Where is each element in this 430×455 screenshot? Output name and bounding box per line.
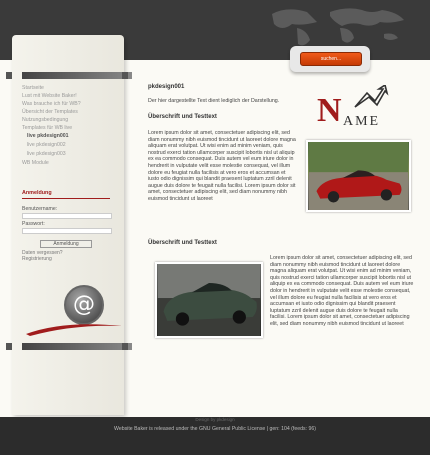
username-label: Benutzername:: [22, 206, 58, 212]
login-button[interactable]: Anmeldung: [40, 240, 92, 248]
search-button[interactable]: suchen...: [300, 52, 362, 66]
forgot-link[interactable]: Daten vergessen?: [22, 250, 63, 256]
sidebar-subitem-pkdesign001[interactable]: live pkdesign001: [27, 133, 69, 139]
sidebar-bar-square: [6, 72, 12, 79]
sidebar-item-templates[interactable]: Übersicht der Templates: [22, 109, 78, 115]
section1-title: Überschrift und Testtext: [148, 114, 217, 120]
green-car-image: [155, 262, 263, 338]
sidebar-item-was-brauche[interactable]: Was brauche ich für WB?: [22, 101, 81, 107]
world-map-graphic: [262, 4, 412, 50]
sidebar-subitem-pkdesign003[interactable]: live pkdesign003: [27, 151, 66, 157]
sidebar-bottom-bar: [22, 343, 132, 350]
password-field[interactable]: [22, 228, 112, 234]
sidebar-item-lust[interactable]: Lust mit Website Baker!: [22, 93, 77, 99]
page-title: pkdesign001: [148, 84, 185, 90]
footer-credit[interactable]: Design by pkdesign: [195, 417, 235, 422]
login-divider: [22, 198, 110, 199]
sidebar-item-startseite[interactable]: Startseite: [22, 85, 44, 91]
logo-letter-n: N: [317, 92, 342, 127]
intro-text: Der hier dargestellte Text dient lediglich der Darstellung.: [148, 98, 280, 104]
password-label: Passwort:: [22, 221, 45, 227]
sidebar-top-bar: [22, 72, 132, 79]
username-field[interactable]: [22, 213, 112, 219]
logo-letters-ame: AME: [343, 114, 381, 127]
register-link[interactable]: Registrierung: [22, 256, 52, 262]
sidebar-item-templates-live[interactable]: Templates für WB live: [22, 125, 73, 131]
content-bottom-square: [122, 343, 128, 350]
footer-license: Website Baker is released under the GNU General Public License | gen: 104 (feeds: 96): [114, 426, 316, 432]
name-logo: [315, 85, 400, 127]
swoosh-graphic: [24, 318, 124, 338]
section2-title: Überschrift und Testtext: [148, 240, 217, 246]
sidebar-subitem-pkdesign002[interactable]: live pkdesign002: [27, 142, 66, 148]
content-bar-square: [122, 72, 128, 79]
sidebar-bottom-square: [6, 343, 12, 350]
footer: [0, 417, 430, 455]
sidebar-item-nutzung[interactable]: Nutzungsbedingung: [22, 117, 69, 123]
section1-text: Lorem ipsum dolor sit amet, consectetuer adipiscing elit, sed diam nonummy nibh euismod tincidunt ut laoreet dolore magna aliquam erat volutpat. Ut wisi enim ad minim veniam, quis nostrud exerci tation ullamcorper suscipit lobortis nisl ut aliquip ex ea commodo consequat. Duis autem vel eum iriure dolor in hendrerit in vulputate velit esse molestie consequat, vel illum dolore eu feugiat nulla facilisis at vero eros et accumsan et iusto odio dignissim qui blandit praesent luptatum zzril delenit augue duis dolore te feugait nulla facilisi. Lorem ipsum dolor sit amet, consectetuer adipiscing elit, sed diam nonummy nibh euismod tincidunt ut laoreet: [148, 130, 296, 202]
red-car-image: [306, 140, 411, 212]
login-title: Anmeldung: [22, 190, 52, 196]
section2-text: Lorem ipsum dolor sit amet, consectetuer adipiscing elit, sed diam nonummy nibh euismod tincidunt ut laoreet dolore magna aliquam erat volutpat. Ut wisi enim ad minim veniam, quis nostrud exerci tation ullamcorper suscipit lobortis nisl ut aliquip ex ea commodo consequat. Duis autem vel eum iriure dolor in hendrerit in vulputate velit esse molestie consequat, vel illum dolore eu feugiat nulla facilisis at vero eros et accumsan et iusto odio dignissim qui blandit praesent luptatum zzril delenit augue duis dolore te feugait nulla facilisi. Lorem ipsum dolor sit amet, consectetuer adipiscing elit, sed diam nonummy nibh euismod tincidunt ut laoreet: [270, 255, 414, 327]
sidebar-item-wb-module[interactable]: WB Module: [22, 160, 49, 166]
at-sign-icon: @: [64, 285, 104, 325]
